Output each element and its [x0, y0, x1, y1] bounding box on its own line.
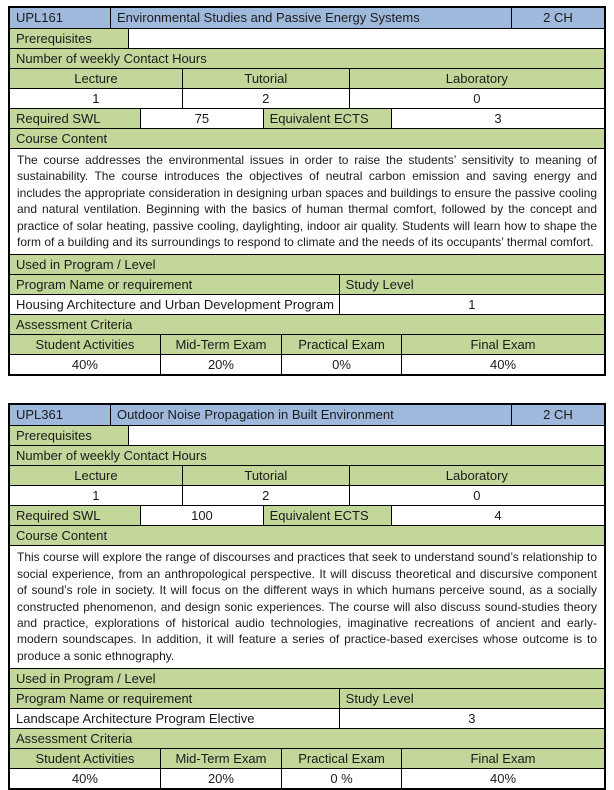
required-swl-value: 100 [141, 506, 263, 525]
course-content-row [10, 149, 604, 255]
assessment-labels-row [10, 749, 604, 769]
final-exam-header: Final Exam [402, 335, 604, 354]
study-level-value: 3 [340, 709, 604, 728]
prerequisites-row [10, 29, 604, 49]
course-content-header-row [10, 526, 604, 546]
assessment-values-row [10, 769, 604, 788]
prerequisites-row [10, 426, 604, 446]
course-table-upl361 [8, 403, 606, 790]
laboratory-value: 0 [350, 89, 604, 108]
prerequisites-label: Prerequisites [10, 29, 129, 48]
swl-ects-row [10, 506, 604, 526]
student-activities-header: Student Activities [10, 335, 161, 354]
required-swl-value: 75 [141, 109, 263, 128]
course-content-text: The course addresses the environmental issues in order to raise the students’ sensitivity to meaning of sustainability. The course introduces the objectives of neutral carbon emission and saving energy and includes the appropriate consideration in designing urban spaces and buildings to ensure the passive cooling and natural ventilation. Beginning with the basics of human thermal comfort, followed by the concept and practice of solar heating, passive cooling, daylighting, indoor air quality. Students will learn how to shape the form of a building and its surroundings to respond to climate and the needs of its occupants’ thermal comfort. [10, 149, 604, 254]
final-exam-value: 40% [402, 355, 604, 374]
course-header-row [10, 405, 604, 426]
student-activities-header: Student Activities [10, 749, 161, 768]
lecture-header: Lecture [10, 69, 183, 88]
lecture-value: 1 [10, 486, 183, 505]
tutorial-value: 2 [183, 89, 350, 108]
course-code: UPL361 [10, 405, 111, 425]
mid-term-exam-header: Mid-Term Exam [161, 335, 282, 354]
laboratory-header: Laboratory [350, 466, 604, 485]
contact-hours-labels-row [10, 466, 604, 486]
program-name-value: Landscape Architecture Program Elective [10, 709, 340, 728]
course-code: UPL161 [10, 8, 111, 28]
laboratory-header: Laboratory [350, 69, 604, 88]
contact-hours-values-row [10, 89, 604, 109]
assessment-criteria-row [10, 315, 604, 335]
swl-ects-row [10, 109, 604, 129]
tutorial-header: Tutorial [183, 466, 350, 485]
study-level-header: Study Level [340, 275, 604, 294]
prerequisites-value [129, 29, 604, 48]
course-title: Environmental Studies and Passive Energy Systems [111, 8, 512, 28]
practical-exam-header: Practical Exam [282, 749, 402, 768]
assessment-labels-row [10, 335, 604, 355]
used-in-program-header: Used in Program / Level [10, 255, 604, 274]
course-header-row [10, 8, 604, 29]
course-table-upl161 [8, 6, 606, 376]
mid-term-exam-value: 20% [161, 355, 282, 374]
program-value-row [10, 295, 604, 315]
program-name-header: Program Name or requirement [10, 689, 340, 708]
tutorial-value: 2 [183, 486, 350, 505]
course-content-row [10, 546, 604, 669]
used-in-program-row [10, 669, 604, 689]
contact-hours-header-row [10, 49, 604, 69]
equivalent-ects-value: 3 [392, 109, 604, 128]
assessment-criteria-row [10, 729, 604, 749]
equivalent-ects-label: Equivalent ECTS [264, 506, 392, 525]
contact-hours-header-row [10, 446, 604, 466]
assessment-values-row [10, 355, 604, 374]
study-level-value: 1 [340, 295, 604, 314]
course-content-header: Course Content [10, 129, 604, 148]
program-header-row [10, 275, 604, 295]
equivalent-ects-value: 4 [392, 506, 604, 525]
program-value-row [10, 709, 604, 729]
course-content-header-row [10, 129, 604, 149]
mid-term-exam-value: 20% [161, 769, 282, 788]
prerequisites-value [129, 426, 604, 445]
contact-hours-values-row [10, 486, 604, 506]
program-header-row [10, 689, 604, 709]
contact-hours-header: Number of weekly Contact Hours [10, 49, 604, 68]
study-level-header: Study Level [340, 689, 604, 708]
lecture-header: Lecture [10, 466, 183, 485]
tutorial-header: Tutorial [183, 69, 350, 88]
course-content-header: Course Content [10, 526, 604, 545]
credit-hours-badge: 2 CH [512, 8, 604, 28]
program-name-value: Housing Architecture and Urban Development Program [10, 295, 340, 314]
practical-exam-value: 0% [282, 355, 402, 374]
practical-exam-value: 0 % [282, 769, 402, 788]
student-activities-value: 40% [10, 769, 161, 788]
lecture-value: 1 [10, 89, 183, 108]
assessment-criteria-header: Assessment Criteria [10, 315, 604, 334]
required-swl-label: Required SWL [10, 109, 141, 128]
required-swl-label: Required SWL [10, 506, 141, 525]
final-exam-value: 40% [402, 769, 604, 788]
laboratory-value: 0 [350, 486, 604, 505]
course-title: Outdoor Noise Propagation in Built Environment [111, 405, 512, 425]
contact-hours-header: Number of weekly Contact Hours [10, 446, 604, 465]
prerequisites-label: Prerequisites [10, 426, 129, 445]
used-in-program-header: Used in Program / Level [10, 669, 604, 688]
contact-hours-labels-row [10, 69, 604, 89]
program-name-header: Program Name or requirement [10, 275, 340, 294]
final-exam-header: Final Exam [402, 749, 604, 768]
used-in-program-row [10, 255, 604, 275]
student-activities-value: 40% [10, 355, 161, 374]
credit-hours-badge: 2 CH [512, 405, 604, 425]
equivalent-ects-label: Equivalent ECTS [264, 109, 392, 128]
assessment-criteria-header: Assessment Criteria [10, 729, 604, 748]
practical-exam-header: Practical Exam [282, 335, 402, 354]
course-content-text: This course will explore the range of discourses and practices that seek to understand sound’s relationship to social experience, from an anthropological perspective. It will discuss theoretical and discursive component of sound’s role in society. It will focus on the different ways in which humans perceive sound, as a socially constructed phenomenon, and design sonic experiences. The course will also discuss sound-studies theory and practice, explorations of historical audio technologies, imaginative recreations of ancient and early-modern soundscapes. In addition, it will feature a series of practice-based exercises whose outcome is to produce a sonic ethnography. [10, 546, 604, 668]
mid-term-exam-header: Mid-Term Exam [161, 749, 282, 768]
